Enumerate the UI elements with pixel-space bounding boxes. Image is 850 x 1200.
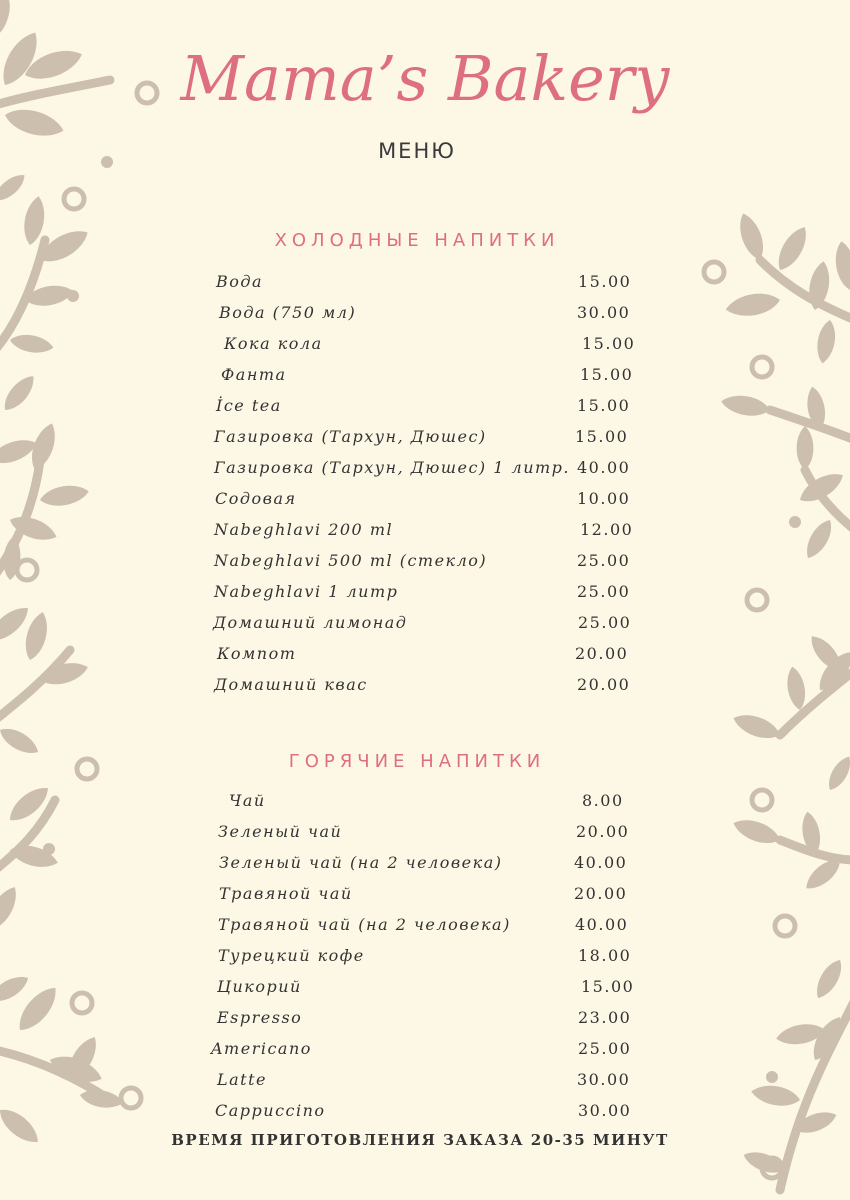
cold-drink-item-name: Фанта bbox=[221, 365, 287, 384]
hot-drink-item-price: 40.00 bbox=[575, 915, 629, 934]
section-title-hot-drinks: ГОРЯЧИЕ НАПИТКИ bbox=[288, 751, 546, 772]
hot-drink-item-name: Latte bbox=[217, 1070, 267, 1089]
hot-drink-item-name: Цикорий bbox=[217, 977, 302, 996]
cold-drink-item-name: Nabeghlavi 200 ml bbox=[214, 520, 394, 539]
hot-drink-item-name: Чай bbox=[229, 791, 266, 810]
cold-drink-item-name: Содовая bbox=[215, 489, 297, 508]
cold-drink-item-name: Газировка (Тархун, Дюшес) 1 литр. bbox=[214, 458, 571, 477]
cold-drink-item-price: 25.00 bbox=[578, 613, 632, 632]
cold-drink-item-name: Кока кола bbox=[224, 334, 323, 353]
page-title: Mama’s Bakery bbox=[180, 42, 670, 115]
hot-drink-item-name: Зеленый чай (на 2 человека) bbox=[219, 853, 503, 872]
cold-drink-item-name: İce tea bbox=[216, 396, 282, 415]
hot-drink-item-price: 15.00 bbox=[581, 977, 635, 996]
cold-drink-item-price: 15.00 bbox=[577, 396, 631, 415]
cold-drink-item-price: 20.00 bbox=[577, 675, 631, 694]
preparation-time-note: ВРЕМЯ ПРИГОТОВЛЕНИЯ ЗАКАЗА 20-35 МИНУТ bbox=[171, 1131, 669, 1149]
cold-drink-item-name: Домашний квас bbox=[214, 675, 368, 694]
hot-drink-item-name: Турецкий кофе bbox=[218, 946, 365, 965]
cold-drink-item-name: Газировка (Тархун, Дюшес) bbox=[214, 427, 487, 446]
cold-drink-item-price: 15.00 bbox=[582, 334, 636, 353]
cold-drink-item-name: Домашний лимонад bbox=[213, 613, 408, 632]
hot-drink-item-price: 40.00 bbox=[574, 853, 628, 872]
hot-drink-item-name: Травяной чай (на 2 человека) bbox=[218, 915, 511, 934]
cold-drink-item-price: 25.00 bbox=[577, 551, 631, 570]
hot-drink-item-price: 23.00 bbox=[578, 1008, 632, 1027]
hot-drink-item-price: 20.00 bbox=[576, 822, 630, 841]
section-title-cold-drinks: ХОЛОДНЫЕ НАПИТКИ bbox=[274, 230, 560, 251]
cold-drink-item-name: Nabeghlavi 1 литр bbox=[214, 582, 399, 601]
cold-drink-item-price: 20.00 bbox=[575, 644, 629, 663]
hot-drink-item-price: 8.00 bbox=[582, 791, 624, 810]
menu-subtitle: МЕНЮ bbox=[378, 139, 456, 163]
cold-drink-item-price: 30.00 bbox=[577, 303, 631, 322]
hot-drink-item-price: 30.00 bbox=[578, 1101, 632, 1120]
hot-drink-item-price: 18.00 bbox=[578, 946, 632, 965]
cold-drink-item-price: 15.00 bbox=[580, 365, 634, 384]
hot-drink-item-name: Зеленый чай bbox=[218, 822, 343, 841]
hot-drink-item-name: Americano bbox=[211, 1039, 312, 1058]
cold-drink-item-price: 15.00 bbox=[575, 427, 629, 446]
hot-drink-item-price: 25.00 bbox=[578, 1039, 632, 1058]
cold-drink-item-name: Nabeghlavi 500 ml (стекло) bbox=[214, 551, 488, 570]
cold-drink-item-price: 25.00 bbox=[577, 582, 631, 601]
cold-drink-item-price: 10.00 bbox=[577, 489, 631, 508]
cold-drink-item-price: 12.00 bbox=[580, 520, 634, 539]
hot-drink-item-name: Травяной чай bbox=[219, 884, 353, 903]
hot-drink-item-price: 30.00 bbox=[577, 1070, 631, 1089]
cold-drink-item-name: Компот bbox=[217, 644, 297, 663]
cold-drink-item-price: 40.00 bbox=[577, 458, 631, 477]
hot-drink-item-price: 20.00 bbox=[574, 884, 628, 903]
cold-drink-item-name: Вода (750 мл) bbox=[219, 303, 357, 322]
cold-drink-item-price: 15.00 bbox=[578, 272, 632, 291]
cold-drink-item-name: Вода bbox=[216, 272, 264, 291]
hot-drink-item-name: Cappuccino bbox=[215, 1101, 326, 1120]
hot-drink-item-name: Espresso bbox=[217, 1008, 303, 1027]
